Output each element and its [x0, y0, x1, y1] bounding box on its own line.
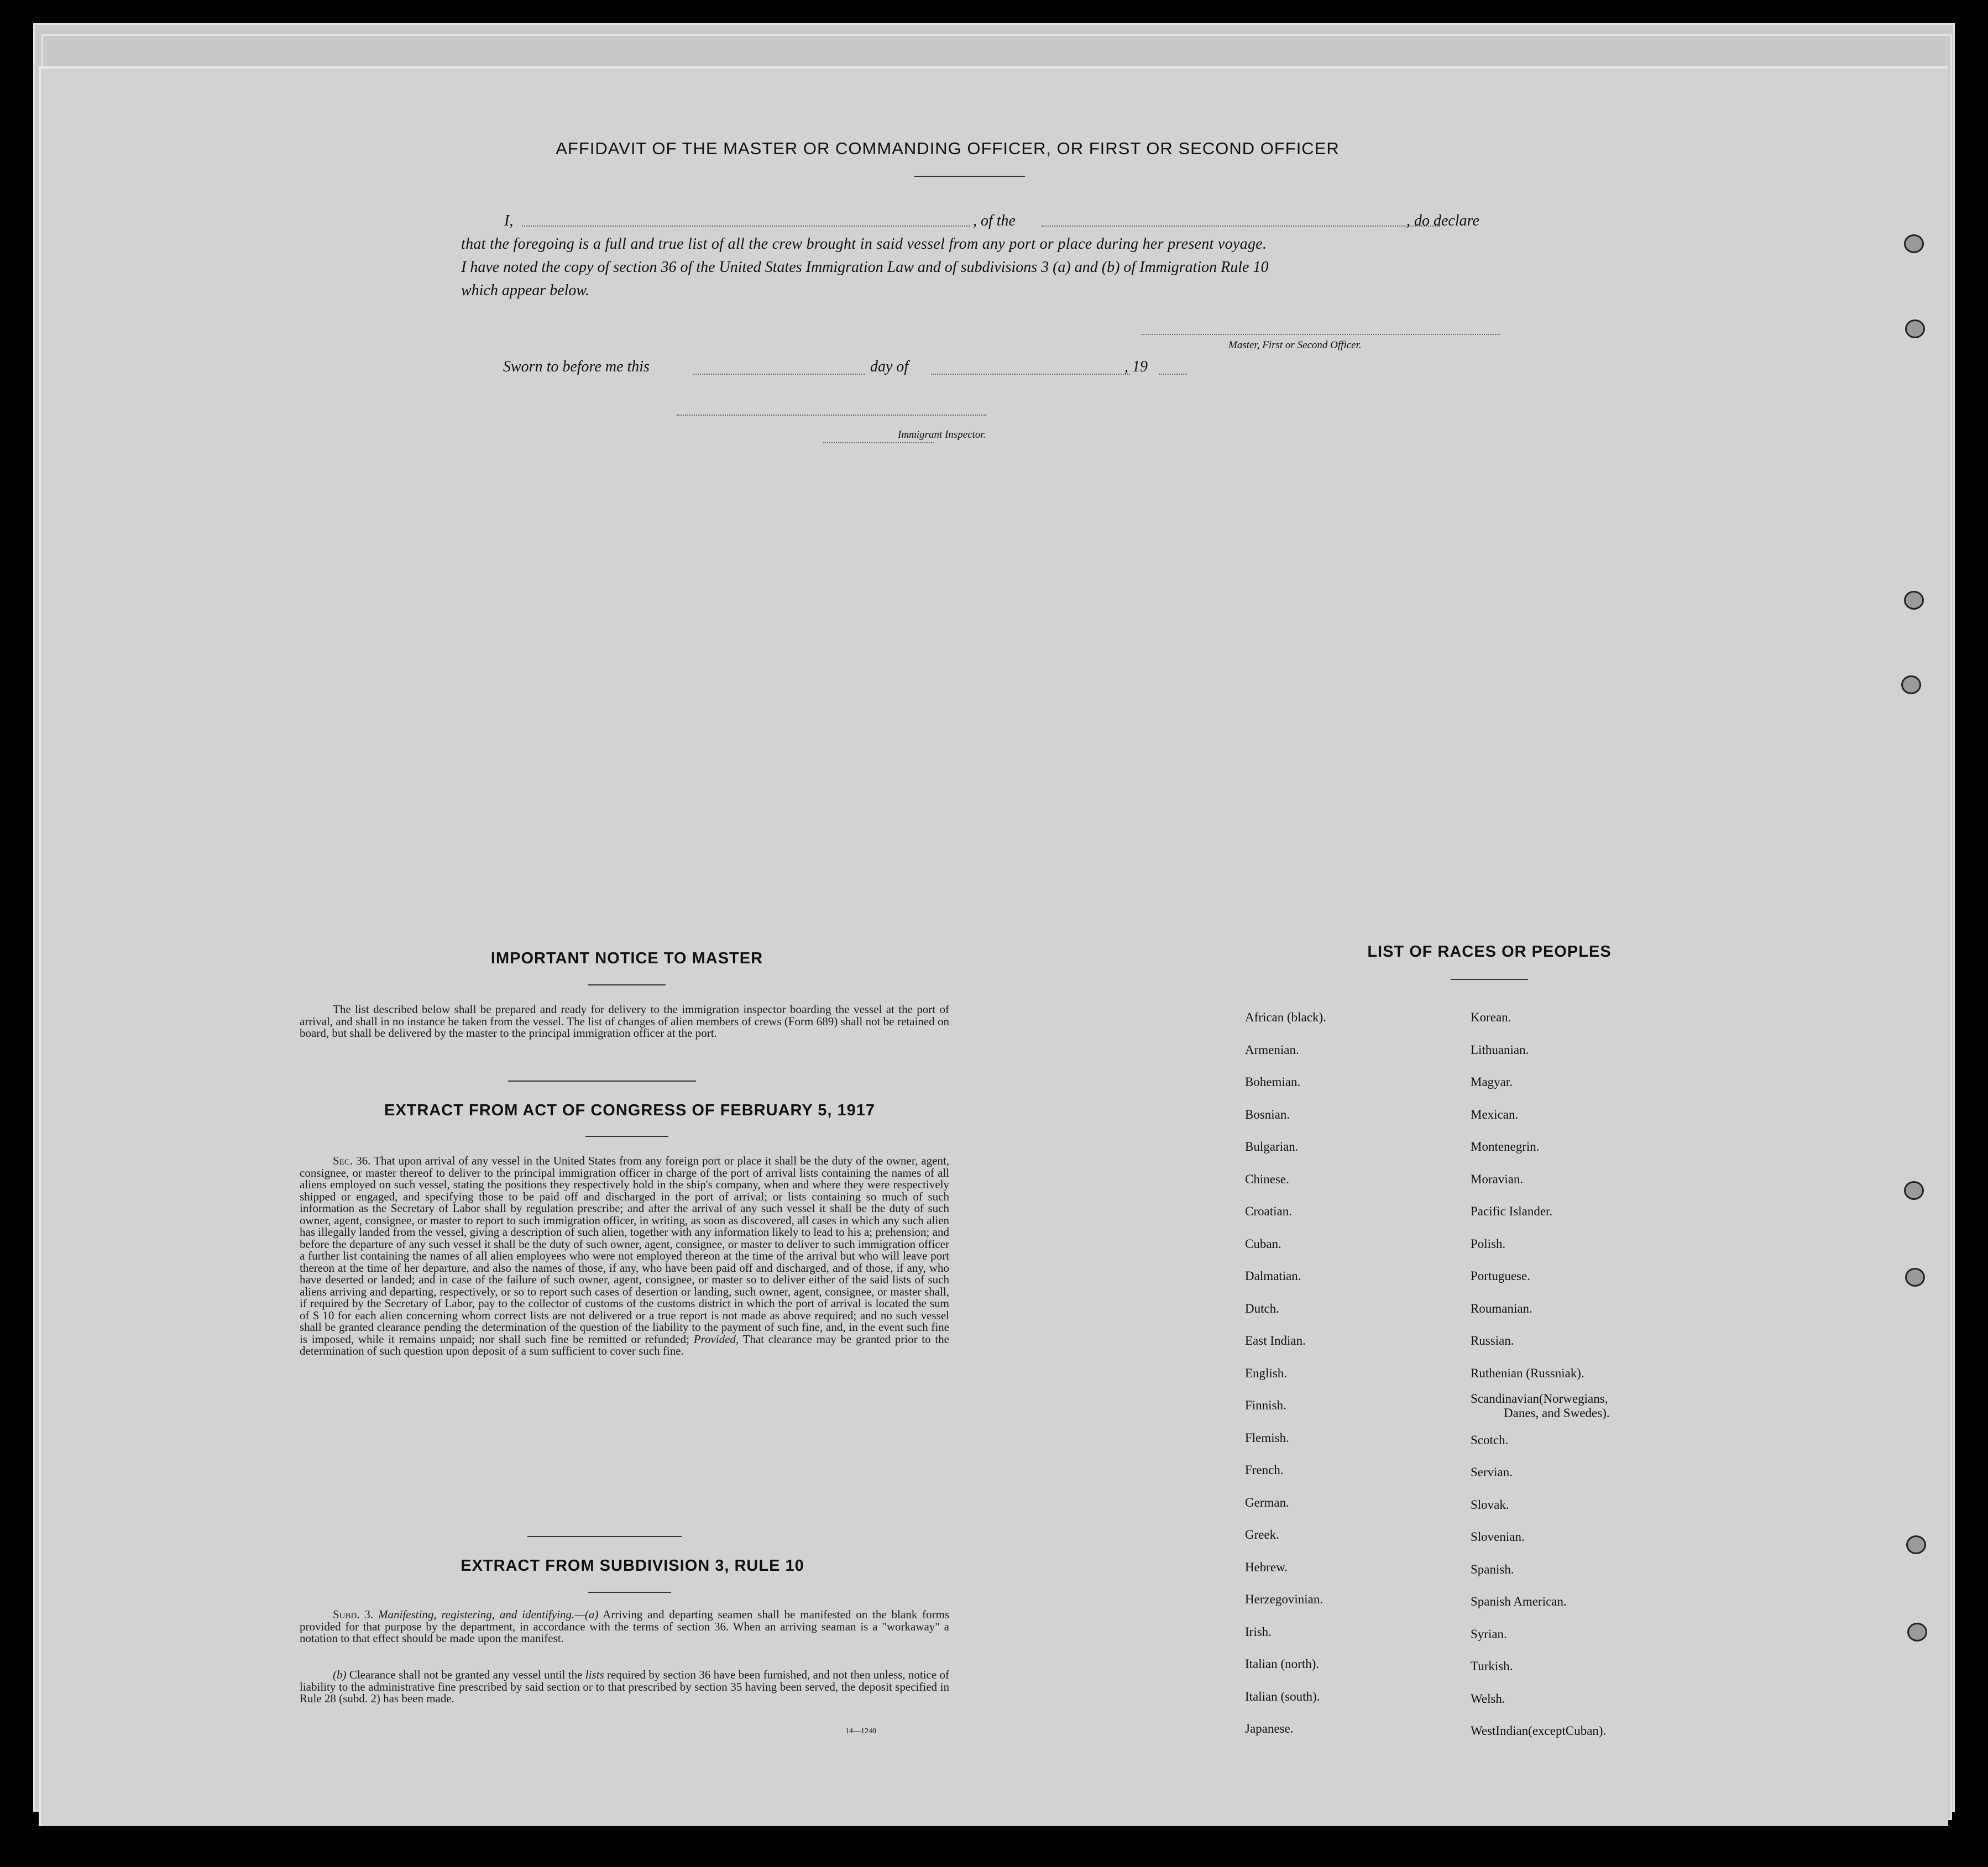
binder-hole [1907, 1623, 1927, 1642]
act-body-text: That upon arrival of any vessel in the United States from any foreign port or place it shall be the duty of the owner, agent, consignee, or master thereof to deliver to the principal immigration officer in charge of the port of arrival lists containing the names of all aliens employed on such vessel, stating the positions they respectively hold in the ship's company, when and where they were respectively shipped or engaged, and specifying those to be paid off and discharged in the port of arrival; or lists containing so much of such information as the Secretary of Labor shall by regulation prescribe; and after the arrival of any such vessel it shall be the duty of such owner, agent, consignee, or master to report to such immigration officer, in writing, as soon as discovered, all cases in which any such alien has illegally landed from the vessel, giving a description of such alien, together with any information likely to lead to his a; prehension; and before the departure of any such vessel it shall be the duty of such owner, agent, consignee, or master to deliver to such immigration officer a further list containing the names of all alien employees who were not employed thereon at the time of the arrival but who will leave port thereon at the time of her departure, and also the names of those, if any, who have been paid off and discharged, and of those, if any, who have deserted or landed; and in case of the failure of such owner, agent, consignee, or master so to deliver either of the said lists of such aliens arriving and departing, respectively, or so to report such cases of desertion or landing, such owner, agent, consignee, or master shall, if required by the Secretary of Labor, pay to the collector of customs of the customs district in which the port of arrival is located the sum of $ 10 for each alien concerning whom correct lists are not delivered or a true report is not made as above required; and no such vessel shall be granted clearance pending the determination of the question of the liability to the payment of such fine, and, in the event such fine is imposed, while it remains unpaid; nor shall such fine be remitted or refunded; [300, 1154, 949, 1346]
race-item-line: Danes, and Swedes). [1504, 1406, 1610, 1420]
act-body-end: That clearance may be granted prior to the determination of such question upon deposit of a sum sufficient to cover such fine. [300, 1332, 950, 1357]
sworn-day-of: day of [870, 358, 909, 375]
races-underline [1451, 979, 1528, 980]
race-item [1471, 1389, 1610, 1424]
race-item: Servian. [1471, 1465, 1513, 1479]
binder-hole [1905, 319, 1925, 338]
race-item: Bosnian. [1245, 1107, 1290, 1121]
race-item: Roumanian. [1471, 1301, 1532, 1315]
race-item: WestIndian(exceptCuban). [1471, 1724, 1607, 1738]
race-item: Pacific Islander. [1471, 1204, 1553, 1218]
inspector-signature-blank[interactable] [677, 415, 986, 416]
binder-hole [1901, 675, 1921, 694]
race-item: Cuban. [1245, 1236, 1281, 1251]
affidavit-declare: , do declare [1406, 212, 1479, 229]
rule-body-a [300, 1609, 949, 1645]
notice-underline [588, 984, 666, 985]
rule-lists-word: lists [585, 1668, 604, 1681]
sworn-month-blank[interactable] [931, 374, 1130, 375]
affidavit-line-2: that the foregoing is a full and true list of all the crew brought in said vessel from any port or place during her present voyage. [461, 235, 1267, 253]
form-number: 14—1240 [845, 1727, 876, 1735]
race-item: English. [1245, 1366, 1288, 1380]
sworn-year: , 19 [1124, 358, 1148, 375]
act-body [300, 1155, 949, 1357]
race-item: Flemish. [1245, 1430, 1289, 1445]
race-item: Dalmatian. [1245, 1269, 1301, 1283]
vessel-blank[interactable] [1042, 225, 1440, 227]
act-sec-label: Sec. 36. [333, 1154, 371, 1167]
rule-subd-heading: Manifesting, registering, and identifying.—(a) [378, 1608, 599, 1621]
rule-b-label: (b) [333, 1668, 347, 1681]
race-item: Japanese. [1245, 1722, 1294, 1735]
sworn-prefix: Sworn to before me this [503, 358, 650, 375]
section-divider [527, 1536, 682, 1537]
race-item: Korean. [1471, 1010, 1511, 1024]
race-item: East Indian. [1245, 1334, 1306, 1347]
notice-title: IMPORTANT NOTICE TO MASTER [490, 950, 763, 967]
rule-para-b2: required by section 36 have been furnished, and not then unless, notice of liability to the administrative fine prescribed by said section or to that prescribed by section 35 having been served, the deposit specified in Rule 28 (subd. 2) has been made. [300, 1668, 950, 1705]
form-page [39, 66, 1948, 1826]
race-item: Bohemian. [1245, 1075, 1301, 1089]
race-item: Bulgarian. [1245, 1140, 1299, 1153]
race-item: Dutch. [1245, 1301, 1279, 1315]
rule-para-a: Arriving and departing seamen shall be manifested on the blank forms provided for that purpose by the department, in accordance with the terms of section 36. When an arriving seaman is a "workaway" a notation to that effect should be made upon the manifest. [300, 1608, 949, 1645]
affidavit-i: I, [504, 212, 514, 229]
race-item: Slovak. [1471, 1497, 1509, 1512]
race-item: Lithuanian. [1471, 1042, 1529, 1057]
inspector-signature-blank[interactable] [823, 442, 934, 443]
binder-hole [1904, 234, 1924, 253]
race-item: Russian. [1471, 1334, 1514, 1347]
notice-body [300, 1004, 949, 1040]
race-item: Polish. [1471, 1236, 1506, 1251]
affidavit-line-4: which appear below. [461, 282, 590, 299]
notice-body-text: The list described below shall be prepared and ready for delivery to the immigration inspector boarding the vessel at the port of arrival, and shall in no instance be taken from the vessel. The list of changes of alien members of crews (Form 689) shall not be retained on board, but shall be delivered by the master to the principal immigration officer at the port. [300, 1003, 949, 1040]
race-item-line: Scandinavian(Norwegians, [1471, 1392, 1608, 1406]
race-item: Moravian. [1471, 1172, 1524, 1186]
race-item: Spanish. [1471, 1562, 1514, 1576]
race-item: Ruthenian (Russniak). [1471, 1366, 1584, 1380]
race-item: German. [1245, 1495, 1289, 1509]
act-underline [585, 1136, 668, 1137]
rule-title: EXTRACT FROM SUBDIVISION 3, RULE 10 [461, 1557, 804, 1575]
affidavit-line-3: I have noted the copy of section 36 of the United States Immigration Law and of subdivisions 3 (a) and (b) of Immigration Rule 10 [461, 259, 1269, 276]
race-item: Greek. [1245, 1528, 1279, 1541]
race-item: Slovenian. [1471, 1530, 1525, 1544]
race-item: Finnish. [1245, 1398, 1286, 1412]
race-item: Hebrew. [1245, 1560, 1288, 1574]
race-item: Welsh. [1471, 1691, 1505, 1706]
title-underline [914, 176, 1025, 177]
master-caption: Master, First or Second Officer. [1228, 339, 1362, 351]
rule-underline [588, 1592, 671, 1593]
races-title: LIST OF RACES OR PEOPLES [1367, 943, 1612, 961]
binder-hole [1904, 591, 1924, 610]
races-column-2 [1471, 1001, 1610, 1748]
binder-hole [1906, 1535, 1926, 1554]
rule-subd-label: Subd. 3. [333, 1608, 374, 1621]
race-item: Syrian. [1471, 1627, 1507, 1641]
act-provided: Provided, [693, 1332, 739, 1346]
name-blank[interactable] [522, 225, 970, 227]
inspector-caption: Immigrant Inspector. [898, 429, 986, 440]
race-item: Armenian. [1245, 1042, 1299, 1057]
race-item: Italian (north). [1245, 1657, 1320, 1671]
race-item: African (black). [1245, 1010, 1326, 1024]
race-item: Turkish. [1471, 1659, 1513, 1673]
section-divider [508, 1081, 696, 1082]
sworn-day-blank[interactable] [693, 374, 865, 375]
affidavit-of-the: , of the [973, 212, 1016, 229]
race-item: Portuguese. [1471, 1269, 1530, 1283]
master-signature-blank[interactable] [1141, 334, 1500, 335]
rule-body-b [300, 1669, 949, 1705]
race-item: Spanish American. [1471, 1595, 1567, 1608]
race-item: Magyar. [1471, 1075, 1513, 1089]
race-item: Mexican. [1471, 1107, 1519, 1121]
race-item: Irish. [1245, 1624, 1272, 1639]
race-item: Montenegrin. [1471, 1140, 1540, 1153]
act-title: EXTRACT FROM ACT OF CONGRESS OF FEBRUARY 5, 1917 [384, 1102, 876, 1119]
races-column-1 [1245, 1001, 1326, 1745]
sworn-year-blank[interactable] [1159, 374, 1186, 375]
rule-para-b1: Clearance shall not be granted any vessel until the [349, 1668, 583, 1681]
affidavit-title: AFFIDAVIT OF THE MASTER OR COMMANDING OFFICER, OR FIRST OR SECOND OFFICER [556, 139, 1340, 158]
race-item: French. [1245, 1463, 1284, 1477]
race-item: Scotch. [1471, 1433, 1509, 1447]
race-item: Chinese. [1245, 1172, 1289, 1186]
binder-hole [1905, 1268, 1925, 1287]
binder-hole [1904, 1181, 1924, 1200]
race-item: Italian (south). [1245, 1689, 1320, 1703]
race-item: Croatian. [1245, 1204, 1292, 1218]
race-item: Herzegovinian. [1245, 1592, 1323, 1606]
